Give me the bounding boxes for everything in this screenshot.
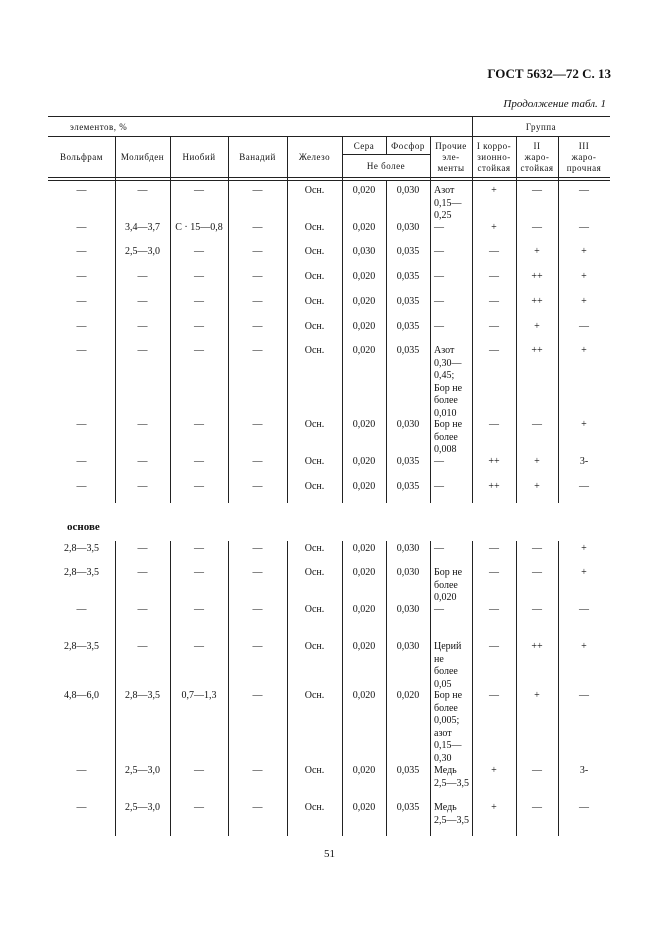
cell-mo: — (137, 641, 148, 652)
cell-mo: — (137, 604, 148, 615)
cell-g1: — (489, 296, 499, 307)
cell-fe: Осн. (304, 567, 325, 578)
cell-other: — (434, 604, 444, 615)
cell-p: 0,035 (396, 456, 420, 467)
cell-fe: Осн. (304, 222, 325, 233)
cell-g3: — (579, 321, 589, 332)
cell-other: Азот 0,30—0,45; Бор не более 0,010 (434, 345, 463, 419)
cell-s: 0,020 (352, 641, 376, 652)
header-group-1-a: I корро- (476, 141, 512, 151)
header-divider (48, 136, 610, 137)
col-sep (558, 541, 559, 836)
cell-p: 0,020 (396, 690, 420, 701)
sub-divider-not-more (342, 154, 430, 155)
cell-s: 0,020 (352, 296, 376, 307)
cell-p: 0,035 (396, 296, 420, 307)
cell-fe: Осн. (304, 185, 325, 196)
cell-w: — (76, 604, 87, 615)
cell-g3: — (579, 222, 589, 233)
cell-g2: — (532, 802, 542, 813)
cell-g3: + (581, 271, 587, 282)
cell-g2: — (532, 185, 542, 196)
header-other-2: эле- (442, 152, 460, 162)
col-sep (430, 541, 431, 836)
cell-nb: — (194, 419, 204, 430)
header-group-2-c: стойкая (520, 163, 554, 173)
cell-p: 0,035 (396, 345, 420, 356)
cell-mo: 2,5—3,0 (125, 765, 160, 776)
cell-nb: — (194, 271, 204, 282)
cell-s: 0,020 (352, 185, 376, 196)
cell-mo: — (137, 567, 148, 578)
cell-s: 0,020 (352, 321, 376, 332)
cell-v: — (252, 419, 263, 430)
cell-mo: 2,5—3,0 (125, 246, 160, 257)
col-sep (472, 541, 473, 836)
header-group-2-a: II (533, 141, 541, 151)
cell-mo: 3,4—3,7 (125, 222, 160, 233)
cell-g3: 3- (579, 765, 589, 776)
header-tungsten: Вольфрам (59, 152, 103, 162)
header-molybdenum: Молибден (120, 152, 165, 162)
col-sep (170, 541, 171, 836)
table-continuation-label: Продолжение табл. 1 (503, 98, 606, 110)
cell-w: — (76, 345, 87, 356)
cell-other: — (434, 296, 444, 307)
header-group-3-c: прочная (566, 163, 602, 173)
cell-other: — (434, 271, 444, 282)
cell-fe: Осн. (304, 246, 325, 257)
cell-g3: + (581, 543, 587, 554)
header-other-3: менты (437, 163, 465, 173)
cell-other: Медь 2,5—3,5 (434, 802, 469, 826)
cell-nb: — (194, 246, 204, 257)
cell-p: 0,030 (396, 222, 420, 233)
cell-v: — (252, 641, 263, 652)
cell-other: — (434, 481, 444, 492)
cell-other: Азот 0,15—0,25 (434, 185, 462, 221)
header-niobium: Ниобий (182, 152, 216, 162)
cell-s: 0,020 (352, 271, 376, 282)
cell-w: 4,8—6,0 (64, 690, 99, 701)
cell-p: 0,030 (396, 185, 420, 196)
col-sep (287, 541, 288, 836)
header-group-3-b: жаро- (571, 152, 597, 162)
cell-w: — (76, 185, 87, 196)
cell-w: 2,8—3,5 (64, 543, 99, 554)
cell-nb: — (194, 456, 204, 467)
header-bottom-rule (48, 177, 610, 178)
cell-other: — (434, 246, 444, 257)
cell-g2: + (534, 321, 540, 332)
cell-v: — (252, 246, 263, 257)
page-number: 51 (324, 848, 335, 860)
header-group-2-b: жаро- (524, 152, 550, 162)
cell-s: 0,020 (352, 802, 376, 813)
cell-mo: — (137, 419, 148, 430)
cell-w: 2,8—3,5 (64, 641, 99, 652)
cell-g1: + (491, 765, 497, 776)
cell-other: Бор не более 0,020 (434, 567, 463, 603)
cell-p: 0,030 (396, 641, 420, 652)
cell-nb: — (194, 481, 204, 492)
cell-mo: 2,8—3,5 (125, 690, 160, 701)
cell-g3: + (581, 567, 587, 578)
cell-s: 0,020 (352, 419, 376, 430)
cell-g1: — (489, 419, 499, 430)
cell-fe: Осн. (304, 690, 325, 701)
cell-g2: — (532, 604, 542, 615)
cell-mo: — (137, 271, 148, 282)
cell-g3: — (579, 690, 589, 701)
cell-g1: + (491, 802, 497, 813)
cell-g2: + (534, 690, 540, 701)
col-sep (115, 180, 116, 503)
cell-v: — (252, 185, 263, 196)
col-sep (386, 180, 387, 503)
cell-w: — (76, 481, 87, 492)
cell-g3: — (579, 802, 589, 813)
cell-mo: — (137, 345, 148, 356)
cell-v: — (252, 481, 263, 492)
cell-p: 0,035 (396, 765, 420, 776)
cell-other: — (434, 222, 444, 233)
cell-s: 0,030 (352, 246, 376, 257)
cell-w: — (76, 271, 87, 282)
cell-w: 2,8—3,5 (64, 567, 99, 578)
cell-fe: Осн. (304, 321, 325, 332)
col-sep (228, 541, 229, 836)
header-other-1: Прочие (435, 141, 467, 151)
cell-nb: — (194, 802, 204, 813)
header-bottom-rule-2 (48, 180, 610, 181)
cell-w: — (76, 765, 87, 776)
cell-s: 0,020 (352, 481, 376, 492)
cell-w: — (76, 456, 87, 467)
cell-v: — (252, 802, 263, 813)
cell-g2: ++ (531, 641, 543, 652)
cell-g3: + (581, 246, 587, 257)
cell-fe: Осн. (304, 481, 325, 492)
cell-p: 0,030 (396, 543, 420, 554)
cell-p: 0,030 (396, 419, 420, 430)
cell-g1: ++ (488, 456, 500, 467)
cell-v: — (252, 604, 263, 615)
cell-g1: — (489, 271, 499, 282)
cell-g2: — (532, 765, 542, 776)
cell-g1: — (489, 246, 499, 257)
cell-fe: Осн. (304, 802, 325, 813)
cell-g2: — (532, 567, 542, 578)
cell-nb: — (194, 641, 204, 652)
cell-g2: — (532, 543, 542, 554)
cell-s: 0,020 (352, 543, 376, 554)
col-sep (228, 180, 229, 503)
col-sep (386, 541, 387, 836)
cell-fe: Осн. (304, 543, 325, 554)
cell-mo: — (137, 185, 148, 196)
col-sep (558, 180, 559, 503)
cell-g1: + (491, 222, 497, 233)
cell-p: 0,035 (396, 246, 420, 257)
cell-v: — (252, 345, 263, 356)
cell-nb: — (194, 765, 204, 776)
cell-s: 0,020 (352, 567, 376, 578)
header-group-3-a: III (578, 141, 590, 151)
cell-v: — (252, 271, 263, 282)
col-sep (115, 541, 116, 836)
header-phosphorus: Фосфор (391, 141, 425, 151)
col-sep (472, 180, 473, 503)
cell-p: 0,030 (396, 567, 420, 578)
cell-w: — (76, 222, 87, 233)
cell-w: — (76, 419, 87, 430)
cell-fe: Осн. (304, 765, 325, 776)
cell-v: — (252, 296, 263, 307)
cell-s: 0,020 (352, 222, 376, 233)
col-sep (516, 180, 517, 503)
cell-mo: 2,5—3,0 (125, 802, 160, 813)
cell-p: 0,035 (396, 802, 420, 813)
cell-p: 0,035 (396, 481, 420, 492)
col-sep (342, 541, 343, 836)
cell-s: 0,020 (352, 690, 376, 701)
table-top-rule (48, 116, 610, 117)
cell-nb: — (194, 543, 204, 554)
cell-nb: — (194, 345, 204, 356)
cell-g3: — (579, 481, 589, 492)
cell-nb: — (194, 296, 204, 307)
cell-w: — (76, 296, 87, 307)
cell-g1: — (489, 604, 499, 615)
cell-other: — (434, 543, 444, 554)
cell-p: 0,035 (396, 321, 420, 332)
cell-g2: + (534, 246, 540, 257)
cell-fe: Осн. (304, 641, 325, 652)
cell-v: — (252, 222, 263, 233)
cell-v: — (252, 543, 263, 554)
cell-other: Бор не более 0,008 (434, 419, 463, 455)
cell-s: 0,020 (352, 604, 376, 615)
cell-nb: С · 15—0,8 (175, 222, 223, 233)
cell-fe: Осн. (304, 604, 325, 615)
cell-other: Медь 2,5—3,5 (434, 765, 469, 789)
cell-fe: Осн. (304, 271, 325, 282)
header-sulfur: Сера (353, 141, 375, 151)
header-vanadium: Ванадий (239, 152, 276, 162)
header-iron: Железо (298, 152, 331, 162)
cell-nb: — (194, 321, 204, 332)
cell-g3: + (581, 419, 587, 430)
cell-w: — (76, 802, 87, 813)
cell-v: — (252, 321, 263, 332)
cell-g3: 3- (579, 456, 589, 467)
cell-g1: — (489, 567, 499, 578)
cell-g1: — (489, 641, 499, 652)
cell-v: — (252, 690, 263, 701)
header-group: Группа (525, 122, 557, 132)
cell-g2: — (532, 222, 542, 233)
cell-g3: + (581, 345, 587, 356)
cell-g2: + (534, 456, 540, 467)
cell-v: — (252, 765, 263, 776)
cell-g2: ++ (531, 345, 543, 356)
document-code: ГОСТ 5632—72 С. 13 (487, 66, 611, 81)
cell-g1: — (489, 690, 499, 701)
cell-fe: Осн. (304, 456, 325, 467)
cell-s: 0,020 (352, 345, 376, 356)
cell-g1: — (489, 543, 499, 554)
cell-mo: — (137, 543, 148, 554)
cell-p: 0,035 (396, 271, 420, 282)
cell-mo: — (137, 456, 148, 467)
cell-w: — (76, 321, 87, 332)
cell-mo: — (137, 481, 148, 492)
cell-g2: — (532, 419, 542, 430)
cell-g3: — (579, 604, 589, 615)
cell-g2: ++ (531, 296, 543, 307)
cell-nb: — (194, 567, 204, 578)
cell-g1: + (491, 185, 497, 196)
cell-nb: — (194, 604, 204, 615)
cell-other: Церий не более 0,05 (434, 641, 462, 690)
cell-g1: — (489, 345, 499, 356)
cell-nb: — (194, 185, 204, 196)
cell-g3: + (581, 296, 587, 307)
cell-s: 0,020 (352, 765, 376, 776)
cell-v: — (252, 456, 263, 467)
cell-other: — (434, 456, 444, 467)
col-sep (287, 180, 288, 503)
cell-fe: Осн. (304, 345, 325, 356)
header-elements-percent: элементов, % (70, 122, 128, 132)
cell-g2: ++ (531, 271, 543, 282)
cell-s: 0,020 (352, 456, 376, 467)
cell-mo: — (137, 321, 148, 332)
cell-nb: 0,7—1,3 (181, 690, 217, 701)
header-group-1-c: стойкая (477, 163, 511, 173)
cell-v: — (252, 567, 263, 578)
cell-p: 0,030 (396, 604, 420, 615)
col-sep (516, 541, 517, 836)
cell-fe: Осн. (304, 419, 325, 430)
cell-g3: + (581, 641, 587, 652)
header-group-1-b: зионно- (477, 152, 511, 162)
cell-g1: — (489, 321, 499, 332)
cell-other: Бор не более 0,005; азот 0,15—0,30 (434, 690, 463, 764)
col-sep (430, 180, 431, 503)
cell-g1: ++ (488, 481, 500, 492)
section-label: основе (67, 521, 100, 533)
cell-w: — (76, 246, 87, 257)
cell-other: — (434, 321, 444, 332)
cell-g3: — (579, 185, 589, 196)
cell-g2: + (534, 481, 540, 492)
header-not-more: Не более (366, 161, 406, 171)
col-sep (170, 180, 171, 503)
cell-fe: Осн. (304, 296, 325, 307)
col-sep (342, 180, 343, 503)
cell-mo: — (137, 296, 148, 307)
